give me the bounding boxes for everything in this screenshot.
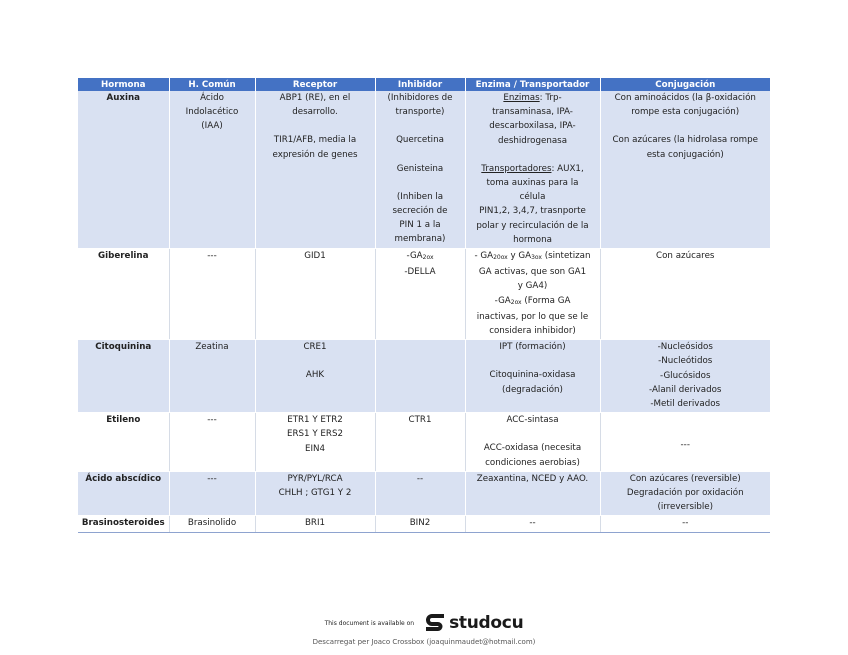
cell-line: ERS1 Y ERS2 <box>287 429 343 440</box>
cell-line: PYR/PYL/RCA <box>287 473 343 484</box>
comun-cell: --- <box>169 471 255 516</box>
receptor-cell: BRI1 <box>255 516 375 532</box>
cell-line: -Metil derivados <box>650 399 721 410</box>
cell-line: -GA2ox <box>406 251 434 262</box>
cell-line: desarrollo. <box>292 107 338 118</box>
cell-line: ACC-oxidasa (necesita <box>483 443 582 454</box>
hormona-cell: Auxina <box>78 91 169 249</box>
cell-line: TIR1/AFB, media la <box>273 135 357 146</box>
studocu-brand: studocu <box>449 613 524 633</box>
inhibidor-cell: -- <box>375 471 465 516</box>
receptor-cell <box>255 413 375 472</box>
enzima-cell <box>465 249 600 340</box>
cell-line: (irreversible) <box>657 502 714 513</box>
cell-line: condiciones aerobias) <box>485 457 580 468</box>
comun-cell <box>169 91 255 249</box>
cell-line: (IAA) <box>201 121 223 132</box>
conjugacion-cell: --- <box>600 413 770 472</box>
enzima-cell <box>465 340 600 413</box>
cell-line: Quercetina <box>396 135 444 146</box>
cell-line: transporte) <box>395 107 445 118</box>
enzimas-label: Enzimas <box>503 93 540 103</box>
enzima-cell: Zeaxantina, NCED y AAO. <box>465 471 600 516</box>
cell-line: descarboxilasa, IPA- <box>489 121 576 132</box>
inhibidor-cell <box>375 91 465 249</box>
row-giberelina <box>78 249 770 340</box>
cell-line: polar y recirculación de la <box>476 220 589 231</box>
cell-line: (Inhibidores de <box>387 93 453 103</box>
cell-line <box>469 162 597 176</box>
cell-line: PIN 1 a la <box>399 220 441 231</box>
cell-line: membrana) <box>394 234 446 245</box>
header-comun: H. Común <box>169 78 255 91</box>
cell-line: secreción de <box>392 206 448 217</box>
comun-cell: Brasinolido <box>169 516 255 532</box>
cell-line: -GA2ox (Forma GA <box>494 295 571 306</box>
cell-line: rompe esta conjugación) <box>631 107 740 118</box>
cell-line: expresión de genes <box>272 149 358 160</box>
conjugacion-cell: Con azúcares <box>600 249 770 340</box>
cell-line: -Glucósidos <box>660 370 711 381</box>
cell-line: (Inhiben la <box>396 191 444 202</box>
cell-line: CHLH ; GTG1 Y 2 <box>278 488 352 499</box>
cell-line: ACC-sintasa <box>506 415 559 426</box>
comun-cell: --- <box>169 249 255 340</box>
comun-cell: --- <box>169 413 255 472</box>
cell-line: Con aminoácidos (la β-oxidación <box>614 93 756 103</box>
cell-line: deshidrogenasa <box>497 135 568 146</box>
header-conjugacion: Conjugación <box>600 78 770 91</box>
studocu-footer <box>0 612 848 634</box>
inhibidor-cell <box>375 340 465 413</box>
hormone-table <box>78 78 770 533</box>
transportadores-text: : AUX1, <box>551 163 584 174</box>
cell-line: Genisteina <box>396 163 444 174</box>
receptor-cell <box>255 471 375 516</box>
subscript: 20ox <box>493 254 508 262</box>
cell-line: esta conjugación) <box>646 149 724 160</box>
studocu-logo-link[interactable] <box>424 612 523 634</box>
inhibidor-cell: BIN2 <box>375 516 465 532</box>
transportadores-label: Transportadores <box>481 163 552 174</box>
header-row <box>78 78 770 91</box>
receptor-cell <box>255 340 375 413</box>
subscript: 2ox <box>422 254 434 262</box>
hormona-cell: Giberelina <box>78 249 169 340</box>
cell-line: - GA20ox y GA3ox (sintetizan <box>474 251 591 262</box>
cell-line: Citoquinina-oxidasa <box>489 370 576 381</box>
cell-line: -DELLA <box>404 267 436 278</box>
row-citoquinina <box>78 340 770 413</box>
cell-line: y GA4) <box>517 281 548 292</box>
conjugacion-cell <box>600 91 770 249</box>
header-enzima: Enzima / Transportador <box>465 78 600 91</box>
cell-line <box>469 91 597 105</box>
cell-line: CRE1 <box>303 342 327 353</box>
hormona-cell: Etileno <box>78 413 169 472</box>
receptor-cell: GID1 <box>255 249 375 340</box>
enzima-cell: -- <box>465 516 600 532</box>
row-brasinosteroides <box>78 516 770 532</box>
hormona-cell: Brasinosteroides <box>78 516 169 532</box>
row-acido-abscidico <box>78 471 770 516</box>
cell-line: AHK <box>305 370 325 381</box>
subscript: 3ox <box>531 254 542 262</box>
cell-line: PIN1,2, 3,4,7, trasnporte <box>479 206 586 217</box>
enzima-cell <box>465 413 600 472</box>
cell-line: considera inhibidor) <box>489 326 576 337</box>
inhibidor-cell <box>375 249 465 340</box>
hormona-cell: Ácido abscídico <box>78 471 169 516</box>
enzima-cell <box>465 91 600 249</box>
cell-line: toma auxinas para la <box>486 178 579 189</box>
cell-line: EIN4 <box>304 443 326 454</box>
enzimas-text: : Trp- <box>539 93 562 103</box>
cell-line: IPT (formación) <box>499 342 566 353</box>
studocu-logo-icon <box>424 612 446 634</box>
row-etileno <box>78 413 770 472</box>
conjugacion-cell <box>600 340 770 413</box>
cell-line: ABP1 (RE), en el <box>279 93 351 103</box>
cell-line: hormona <box>513 234 552 245</box>
cell-line: Degradación por oxidación <box>626 488 744 499</box>
conjugacion-cell <box>600 471 770 516</box>
hormona-cell: Citoquinina <box>78 340 169 413</box>
cell-line: Con azúcares (la hidrolasa rompe <box>612 135 759 146</box>
cell-line: -Alanil derivados <box>649 384 722 395</box>
cell-line: célula <box>519 192 546 203</box>
header-hormona: Hormona <box>78 78 169 91</box>
cell-line: -Nucleósidos <box>657 342 713 353</box>
cell-line: Con azúcares (reversible) <box>629 473 741 484</box>
header-inhibidor: Inhibidor <box>375 78 465 91</box>
cell-line: GA activas, que son GA1 <box>478 267 587 278</box>
cell-line: Indolacético <box>185 107 239 118</box>
download-attribution: Descarregat per Joaco Crossbox (joaquinmaudet@hotmail.com) <box>312 638 536 646</box>
header-receptor: Receptor <box>255 78 375 91</box>
cell-line: Ácido <box>200 93 224 103</box>
subscript: 2ox <box>510 298 522 306</box>
row-auxina <box>78 91 770 249</box>
cell-line: ETR1 Y ETR2 <box>287 415 343 426</box>
availability-text: This document is available on <box>324 619 415 627</box>
comun-cell: Zeatina <box>169 340 255 413</box>
conjugacion-cell: -- <box>600 516 770 532</box>
receptor-cell <box>255 91 375 249</box>
cell-line: (degradación) <box>502 384 563 395</box>
cell-line: inactivas, por lo que se le <box>476 311 589 322</box>
inhibidor-cell: CTR1 <box>375 413 465 472</box>
cell-line: transaminasa, IPA- <box>492 107 573 118</box>
cell-line: -Nucleótidos <box>658 356 713 367</box>
